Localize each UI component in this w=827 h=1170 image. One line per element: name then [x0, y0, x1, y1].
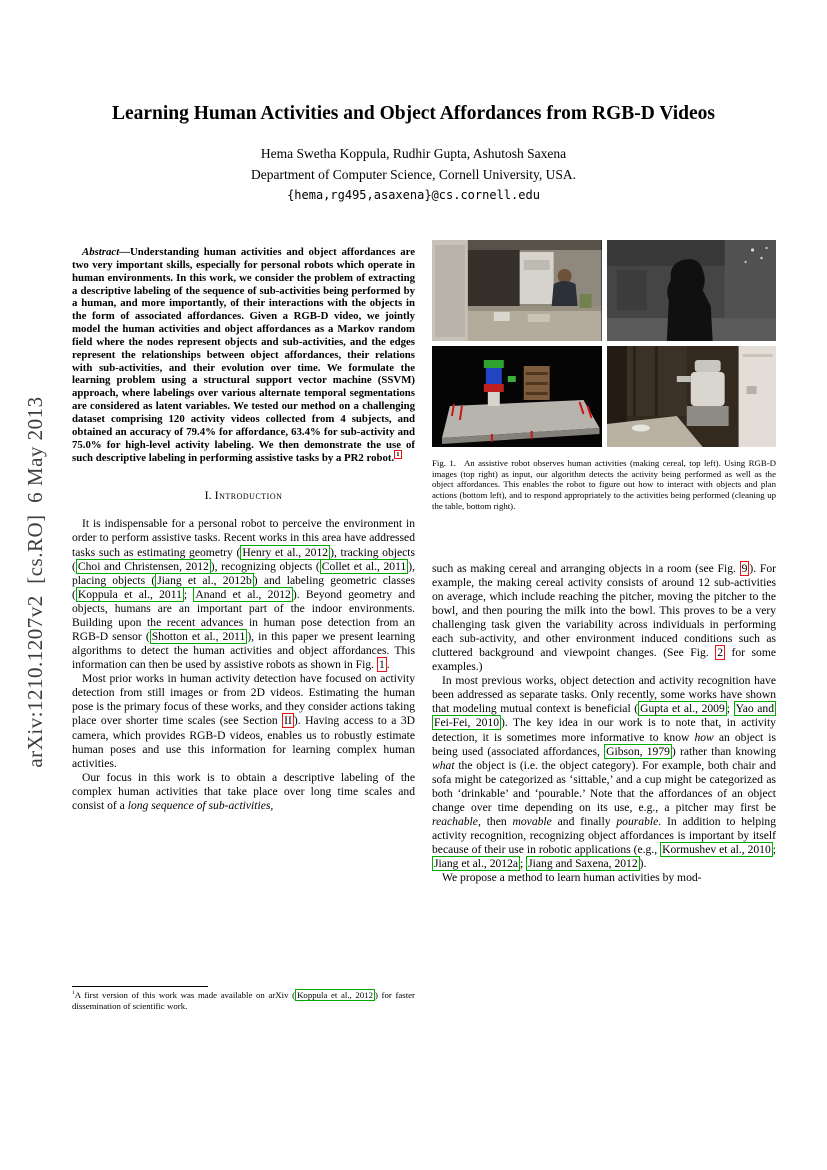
- figure-1-caption-text: An assistive robot observes human activities (making cereal, top left). Using RGB-D images (top right) as input, our algorithm detects the activity being performed as well as the object affordances. This enables the robot to figure out how to interact with objects and plan actions (bottom left), and to respond appropriately to the activities being performed (cleaning up the table, bottom right).: [432, 458, 776, 511]
- citation-link[interactable]: Jiang et al., 2012b: [157, 573, 252, 587]
- citation-link[interactable]: Yao and Fei-Fei, 2010: [434, 702, 775, 730]
- citation-link[interactable]: Shotton et al., 2011: [151, 629, 246, 643]
- figure1-image-pr2-cleaning: [607, 346, 777, 447]
- text-run: , then: [477, 815, 513, 828]
- italic-text-run: reachable: [432, 815, 478, 828]
- text-run: ). Beyond geometry and objects, humans are an important part of the indoor environments. Building upon the recent advances in human pose detection from an RGB-D sensor (: [72, 587, 415, 643]
- figure-1-caption-label: Fig. 1.: [432, 458, 456, 468]
- affiliation-line: Department of Computer Science, Cornell University, USA.: [251, 167, 576, 182]
- text-run: . In addition to helping activity recognition, recognizing object affordances is important by itself because of their use in robotic applications (e.g.,: [432, 815, 777, 857]
- text-run: and finally: [551, 815, 617, 828]
- footnote-area: [72, 986, 415, 1012]
- body-paragraph-1: [432, 562, 776, 675]
- figure1-image-depth: [607, 240, 777, 341]
- internal-ref-link[interactable]: 1: [378, 658, 385, 672]
- figure-1-caption: [432, 458, 776, 512]
- text-run: ;: [772, 843, 776, 857]
- citation-link[interactable]: Collet et al., 2011: [321, 559, 407, 573]
- citation-link[interactable]: Kormushev et al., 2010: [662, 843, 771, 857]
- citation-link[interactable]: Koppula et al., 2011: [77, 587, 182, 601]
- text-run: ) for faster dissemination of scientific work.: [72, 990, 415, 1011]
- text-run: ). For example, the making cereal activity consists of around 12 sub-activities on average, which include reaching the pitcher, moving the pitcher to the bowl, and then pouring the milk into the bowl. This proves to be a very challenging task given the variability across individuals in performing each sub-activity, and other environment induced conditions such as cluttered background and viewpoint changes. (See Fig.: [432, 561, 776, 660]
- figure-1-grid: [432, 240, 776, 447]
- email-line[interactable]: {hema,rg495,asaxena}@cs.cornell.edu: [287, 188, 540, 202]
- text-run: ), placing objects (: [72, 559, 415, 587]
- text-run: It is indispensable for a personal robot to perceive the environment in order to perform assistive tasks. Recent works in this area have addressed tasks such as estimating geometry (: [72, 517, 415, 559]
- citation-link[interactable]: Gibson, 1979: [606, 744, 670, 758]
- text-run: ), in this paper we present learning algorithms to detect the human activities and object affordances. This information can then be used by assistive robots as shown in Fig.: [72, 629, 416, 672]
- figure-1: [432, 240, 776, 512]
- footnote-text: [72, 990, 415, 1012]
- intro-paragraph-2: [72, 672, 415, 771]
- text-run: ).: [639, 857, 647, 871]
- abstract: [72, 246, 415, 464]
- internal-ref-link[interactable]: II: [284, 714, 292, 728]
- rgb-photo-graphic: [432, 240, 602, 341]
- right-column-body: [432, 562, 776, 886]
- internal-ref-link[interactable]: 9: [741, 561, 748, 575]
- footnote-marker-link[interactable]: 1: [396, 450, 400, 458]
- text-run: ) rather than knowing: [671, 744, 776, 758]
- abstract-label: Abstract—: [82, 246, 130, 258]
- text-run: A first version of this work was made available on arXiv (: [74, 990, 296, 1000]
- figure1-image-robot-3d-view: [432, 346, 602, 447]
- authors-line: Hema Swetha Koppula, Rudhir Gupta, Ashutosh Saxena: [260, 146, 567, 161]
- paper-title: Learning Human Activities and Object Affordances from RGB-D Videos: [111, 103, 716, 124]
- right-column: [432, 240, 776, 885]
- text-run: .: [386, 658, 390, 672]
- pr2-photo-graphic: [607, 346, 777, 447]
- text-run: for some examples.): [432, 646, 776, 674]
- text-run: ) and labeling geometric classes (: [72, 573, 416, 601]
- intro-paragraph-3: [72, 771, 415, 813]
- text-run: We propose a method to learn human activities by mod-: [442, 871, 702, 885]
- footnote-rule: [72, 986, 208, 987]
- text-run: Understanding human activities and object affordances are two very important skills, especially for personal robots which operate in human environments. In this work, we consider the problem of extracting a descriptive labeling of the sequence of sub-activities being performed by a human, and more importantly, of their interactions with the objects in the form of associated affordances. Given a RGB-D video, we jointly model the human activities and object affordances as a Markov random field where the nodes represent objects and sub-activities, and the edges represent the relationships between object affordances, their relations with sub-activities, and their evolution over time. We formulate the learning problem using a structural support vector machine (SSVM) approach, where labelings over various alternate temporal segmentations are considered as latent variables. We tested our method on a challenging dataset comprising 120 activity videos collected from 4 subjects, and obtained an accuracy of 79.4% for affordance, 63.4% for sub-activity and 75.0% for high-level activity labeling. We then demonstrate the use of such descriptive labeling in performing assistive tasks by a PR2 robot.: [72, 246, 415, 464]
- italic-text-run: how: [694, 730, 714, 744]
- figure1-image-rgb-photo-making-cereal: [432, 240, 602, 341]
- italic-text-run: long sequence of sub-activities,: [127, 798, 274, 812]
- text-run: ). The key idea in our work is to note that, in activity detection, it is sometimes more informative to know: [432, 716, 776, 744]
- section-heading-introduction: [72, 488, 415, 503]
- arxiv-stamp: arXiv:1210.1207v2 [cs.RO] 6 May 2013: [23, 396, 47, 768]
- depth-image-graphic: [607, 240, 777, 341]
- citation-link[interactable]: Anand et al., 2012: [195, 587, 291, 601]
- section-number: I.: [204, 488, 212, 503]
- intro-paragraph-1: [72, 517, 415, 672]
- body-paragraph-3: [432, 871, 776, 885]
- text-run: Most prior works in human activity detection have focused on activity detection from still images or from 2D videos. Estimating the human pose is the primary focus of these works, and they consider actions taking place over shorter time scales (see Section: [72, 672, 415, 728]
- citation-link[interactable]: Jiang et al., 2012a: [434, 857, 519, 871]
- text-run: such as making cereal and arranging objects in a room (see Fig.: [432, 561, 740, 575]
- abstract-text: [72, 246, 415, 464]
- text-run: ;: [520, 857, 527, 871]
- text-run: Our focus in this work is to obtain a descriptive labeling of the complex human activities that take place over long time scales and consist of a: [72, 770, 415, 812]
- text-run: ;: [183, 587, 194, 601]
- internal-ref-link[interactable]: 2: [717, 646, 723, 660]
- body-paragraph-2: [432, 674, 776, 871]
- text-run: ), recognizing objects (: [210, 559, 320, 573]
- text-run: ;: [726, 702, 734, 716]
- section-title: Introduction: [214, 488, 283, 503]
- citation-link[interactable]: Gupta et al., 2009: [640, 702, 725, 716]
- text-run: ). Having access to a 3D camera, which provides RGB-D videos, enables us to robustly estimate human poses and use this information for learning complex human activities.: [72, 714, 415, 770]
- footnote-marker: 1: [72, 990, 75, 997]
- text-run: the object is (i.e. the object category). For example, both chair and sofa might be categorized as ‘sittable,’ and a cup might be categorized as both ‘drinkable’ and ‘pourable.’ Note that the affordances of an object change over time depending on its use, e.g., a pitcher may first be: [432, 758, 776, 814]
- paper-header: [0, 103, 827, 202]
- citation-link[interactable]: Jiang and Saxena, 2012: [528, 857, 638, 871]
- italic-text-run: movable: [512, 815, 552, 828]
- citation-link[interactable]: Choi and Christensen, 2012: [77, 559, 209, 573]
- left-column: [72, 246, 415, 813]
- text-run: an object is being used (associated affordances,: [432, 730, 777, 758]
- italic-text-run: what: [432, 758, 455, 772]
- text-run: ), tracking objects (: [72, 545, 415, 573]
- text-run: In most previous works, object detection and activity recognition have been addressed as separate tasks. Only recently, some works have shown that modeling mutual context is beneficial (: [432, 674, 776, 716]
- citation-link[interactable]: Koppula et al., 2012: [297, 990, 373, 1000]
- citation-link[interactable]: Henry et al., 2012: [242, 545, 329, 559]
- italic-text-run: pourable: [616, 815, 659, 828]
- robot-3d-view-graphic: [432, 346, 602, 447]
